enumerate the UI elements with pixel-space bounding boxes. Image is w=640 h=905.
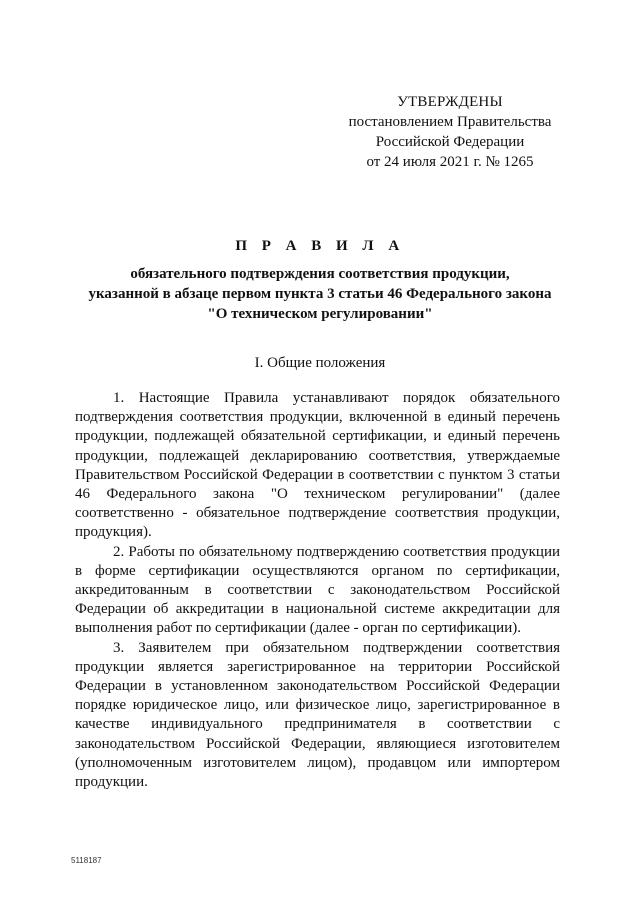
approval-line-2: Российской Федерации xyxy=(375,134,525,150)
document-subtitle xyxy=(60,264,580,324)
document-title: П Р А В И Л А xyxy=(235,238,405,254)
paragraph-1: 1. Настоящие Правила устанавливают порядок обязательного подтверждения соответствия продукции, включенной в единый перечень продукции, подлежащей обязательной сертификации, и единый перечень продукции, подлежащей декларированию соответствия, утверждаемые Правительством Российской Федерации в соответствии с пунктом 3 статьи 46 Федерального закона "О техническом регулировании" (далее соответственно - обязательное подтверждение соответствия продукции, продукция). xyxy=(75,390,560,541)
paragraph-2: 2. Работы по обязательному подтверждению соответствия продукции в форме сертификации осуществляются органом по сертификации, аккредитованным в соответствии с законодательством Российской Федерации об аккредитации в национальной системе аккредитации для выполнения работ по сертификации (далее - орган по сертификации). xyxy=(75,543,560,637)
subtitle-line: указанной в абзаце первом пункта 3 статьи 46 Федерального закона xyxy=(88,286,552,302)
document-code: 5118187 xyxy=(71,856,102,865)
approval-stamp-block xyxy=(330,92,570,172)
section-heading: I. Общие положения xyxy=(254,355,386,371)
paragraph-3: 3. Заявителем при обязательном подтверждении соответствия продукции является зарегистрированное на территории Российской Федерации в установленном законодательством Российской Федерации порядке юридическое лицо, или физическое лицо, зарегистрированное в качестве индивидуального предпринимателя в соответствии с законодательством Российской Федерации, являющиеся изготовителем (уполномоченным изготовителем лицом), продавцом или импортером продукции. xyxy=(75,639,560,791)
approval-line-3: от 24 июля 2021 г. № 1265 xyxy=(366,154,534,170)
subtitle-line: "О техническом регулировании" xyxy=(207,306,433,322)
approval-line-1: постановлением Правительства xyxy=(348,114,552,130)
subtitle-line: обязательного подтверждения соответствия продукции, xyxy=(130,266,510,282)
document-body xyxy=(75,389,560,792)
approval-heading: УТВЕРЖДЕНЫ xyxy=(397,94,503,110)
